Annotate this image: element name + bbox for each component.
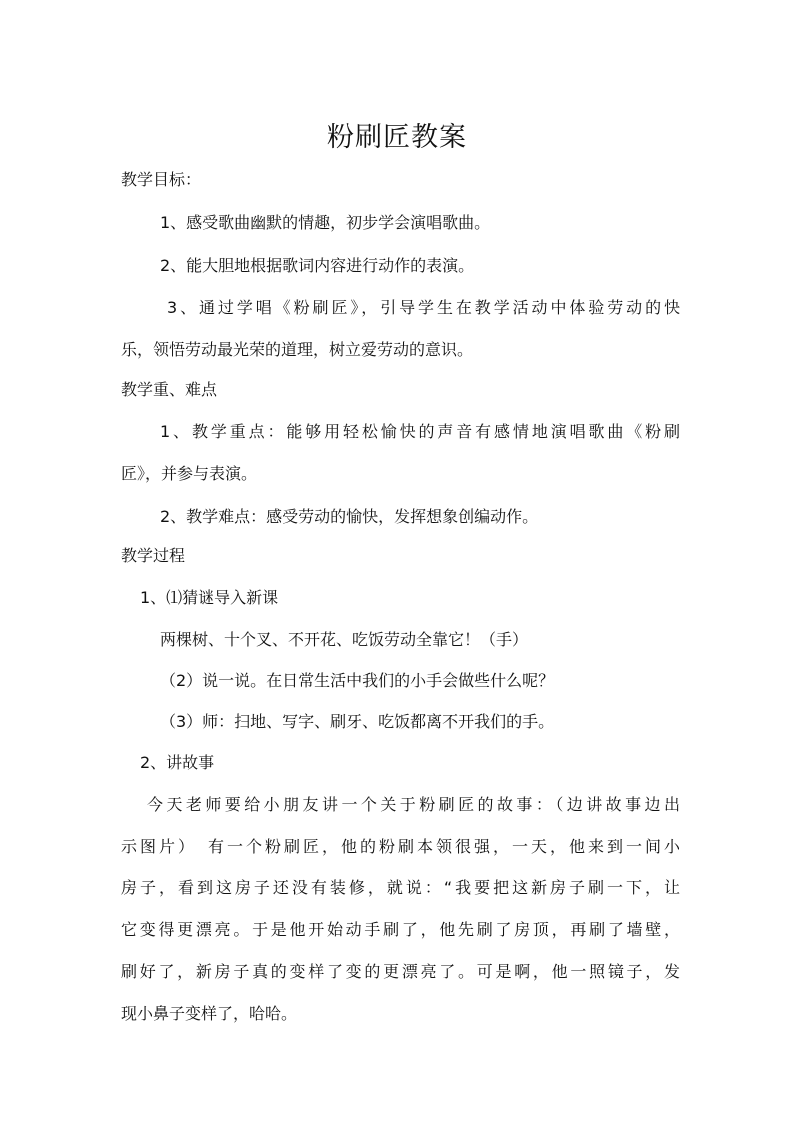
paragraph-line: 1、教学重点：能够用轻松愉快的声音有感情地演唱歌曲《粉刷 bbox=[160, 422, 680, 441]
paragraph-line: （2）说一说。在日常生活中我们的小手会做些什么呢？ bbox=[160, 671, 555, 690]
paragraph-line: 房子，看到这房子还没有装修，就说：“我要把这新房子刷一下，让 bbox=[121, 878, 680, 897]
paragraph-line: 今天老师要给小朋友讲一个关于粉刷匠的故事：（边讲故事边出 bbox=[147, 795, 680, 814]
paragraph-line: 3、通过学唱《粉刷匠》，引导学生在教学活动中体验劳动的快 bbox=[167, 298, 680, 317]
paragraph-line: 2、教学难点：感受劳动的愉快，发挥想象创编动作。 bbox=[160, 507, 539, 526]
paragraph-line: 示图片） 有一个粉刷匠，他的粉刷本领很强，一天，他来到一间小 bbox=[121, 837, 680, 856]
paragraph-line: 1、⑴猜谜导入新课 bbox=[140, 588, 279, 607]
paragraph-line: 两棵树、十个叉、不开花、吃饭劳动全靠它！（手） bbox=[160, 630, 529, 649]
paragraph-line: 2、能大胆地根据歌词内容进行动作的表演。 bbox=[160, 256, 475, 275]
paragraph-line: 刷好了，新房子真的变样了变的更漂亮了。可是啊，他一照镜子，发 bbox=[121, 962, 680, 981]
paragraph-line: 2、讲故事 bbox=[140, 753, 215, 772]
paragraph-line: 1、感受歌曲幽默的情趣，初步学会演唱歌曲。 bbox=[160, 213, 491, 232]
paragraph-line: 乐，领悟劳动最光荣的道理，树立爱劳动的意识。 bbox=[121, 340, 474, 359]
heading-teaching-process: 教学过程 bbox=[121, 546, 186, 565]
paragraph-line: 匠》，并参与表演。 bbox=[121, 464, 258, 483]
heading-teaching-goals: 教学目标： bbox=[121, 170, 202, 189]
paragraph-line: 现小鼻子变样了，哈哈。 bbox=[121, 1004, 298, 1023]
paragraph-line: 它变得更漂亮。于是他开始动手刷了，他先刷了房顶，再刷了墙壁， bbox=[121, 920, 680, 939]
document-title: 粉刷匠教案 bbox=[327, 122, 467, 153]
paragraph-line: （3）师：扫地、写字、刷牙、吃饭都离不开我们的手。 bbox=[160, 712, 555, 731]
heading-key-difficult-points: 教学重、难点 bbox=[121, 380, 218, 399]
